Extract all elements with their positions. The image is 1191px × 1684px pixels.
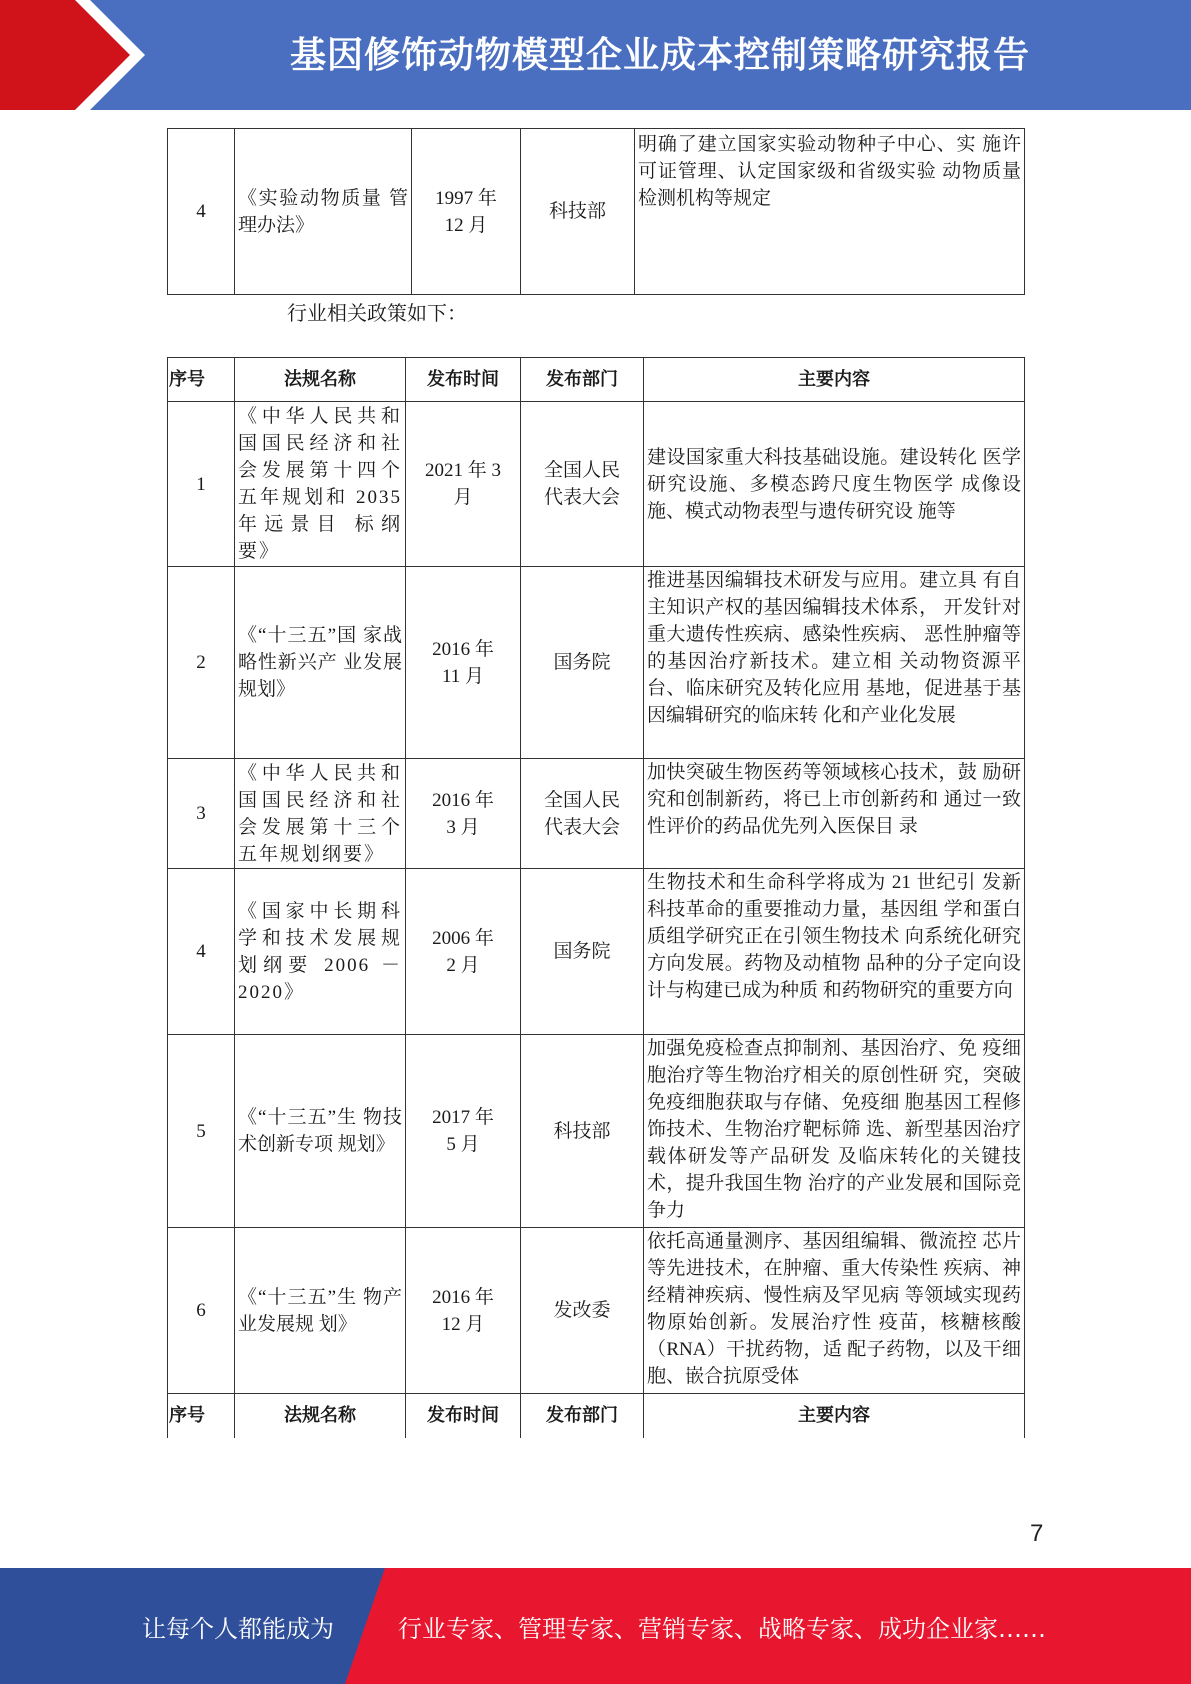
- publish-department: 发改委: [521, 1228, 644, 1394]
- footer-slogan-right: 行业专家、管理专家、营销专家、战略专家、成功企业家……: [398, 1614, 1046, 1643]
- header-name: 法规名称: [235, 358, 406, 402]
- main-content: 生物技术和生命科学将成为 21 世纪引 发新科技革命的重要推动力量，基因组 学和蛋白质组学研究正在引领生物技术 向系统化研究方向发展。药物及动植物 品种的分子定向设计与构建已成为种质 和药物研究的重要方向: [644, 869, 1025, 1035]
- row-number: 3: [168, 759, 235, 869]
- header-department: 发布部门: [521, 358, 644, 402]
- footer-slogan-left: 让每个人都能成为: [142, 1614, 334, 1643]
- intro-text: 行业相关政策如下：: [287, 303, 467, 325]
- publish-time: 2006 年 2 月: [406, 869, 521, 1035]
- regulation-name: 《“十三五”国 家战略性新兴产 业发展规划》: [235, 567, 406, 759]
- publish-department: 国务院: [521, 567, 644, 759]
- row-number: 5: [168, 1035, 235, 1228]
- header-content: 主要内容: [644, 358, 1025, 402]
- header-content: 主要内容: [644, 1394, 1025, 1438]
- top-policy-table: [167, 128, 1025, 295]
- publish-department: 科技部: [521, 129, 635, 295]
- header-number: 序号: [168, 1394, 235, 1438]
- regulation-name: 《国家中长期科学和技术发展规划纲要 2006 －2020》: [235, 869, 406, 1035]
- row-number: 2: [168, 567, 235, 759]
- main-content: 推进基因编辑技术研发与应用。建立具 有自主知识产权的基因编辑技术体系， 开发针对重大遗传性疾病、感染性疾病、 恶性肿瘤等的基因治疗新技术。建立相 关动物资源平台、临床研究及转化应用 基地，促进基于基因编辑研究的临床转 化和产业化发展: [644, 567, 1025, 759]
- publish-time: 2016 年 12 月: [406, 1228, 521, 1394]
- header-red-arrow-logo: [0, 0, 150, 110]
- main-content: 明确了建立国家实验动物种子中心、实 施许可证管理、认定国家级和省级实验 动物质量检测机构等规定: [635, 129, 1025, 295]
- header-name: 法规名称: [235, 1394, 406, 1438]
- table-row: [168, 402, 1025, 567]
- regulation-name: 《中华人民共和国国民经济和社会发展第十三个五年规划纲要》: [235, 759, 406, 869]
- publish-department: 国务院: [521, 869, 644, 1035]
- header-department: 发布部门: [521, 1394, 644, 1438]
- table-row: [168, 869, 1025, 1035]
- publish-time: 2017 年 5 月: [406, 1035, 521, 1228]
- row-number: 1: [168, 402, 235, 567]
- main-content: 建设国家重大科技基础设施。建设转化 医学研究设施、多模态跨尺度生物医学 成像设施、模式动物表型与遗传研究设 施等: [644, 402, 1025, 567]
- table-row: [168, 759, 1025, 869]
- main-content: 加快突破生物医药等领域核心技术，鼓 励研究和创制新药，将已上市创新药和 通过一致性评价的药品优先列入医保目 录: [644, 759, 1025, 869]
- row-number: 4: [168, 869, 235, 1035]
- publish-time: 1997 年 12 月: [412, 129, 521, 295]
- main-content: 加强免疫检查点抑制剂、基因治疗、免 疫细胞治疗等生物治疗相关的原创性研 究，突破免疫细胞获取与存储、免疫细 胞基因工程修饰技术、生物治疗靶标筛 选、新型基因治疗载体研发等产品研发 及临床转化的关键技术，提升我国生物 治疗的产业发展和国际竞争力: [644, 1035, 1025, 1228]
- table-row: [168, 567, 1025, 759]
- page-header: [0, 0, 1191, 110]
- header-time: 发布时间: [406, 1394, 521, 1438]
- row-number: 6: [168, 1228, 235, 1394]
- regulation-name: 《中华人民共和国国民经济和社会发展第十四个五年规划和 2035 年远景目 标纲要》: [235, 402, 406, 567]
- publish-time: 2021 年 3 月: [406, 402, 521, 567]
- publish-department: 全国人民 代表大会: [521, 759, 644, 869]
- page-number: 7: [1030, 1520, 1044, 1547]
- regulation-name: 《实验动物质量 管理办法》: [235, 129, 412, 295]
- main-content: 依托高通量测序、基因组编辑、微流控 芯片等先进技术，在肿瘤、重大传染性 疾病、神经精神疾病、慢性病及罕见病 等领域实现药物原始创新。发展治疗性 疫苗，核糖核酸（RNA）干扰药物，适 配子药物，以及干细胞、嵌合抗原受体: [644, 1228, 1025, 1394]
- publish-time: 2016 年 11 月: [406, 567, 521, 759]
- page-footer: [0, 1568, 1191, 1684]
- table-header-row-repeat: [168, 1394, 1025, 1438]
- header-number: 序号: [168, 358, 235, 402]
- publish-time: 2016 年 3 月: [406, 759, 521, 869]
- report-title: 基因修饰动物模型企业成本控制策略研究报告: [289, 35, 1030, 76]
- regulation-name: 《“十三五”生 物技术创新专项 规划》: [235, 1035, 406, 1228]
- policy-table: [167, 357, 1025, 1438]
- table-header-row: [168, 358, 1025, 402]
- table-row: [168, 1228, 1025, 1394]
- regulation-name: 《“十三五”生 物产业发展规 划》: [235, 1228, 406, 1394]
- table-row: [168, 129, 1025, 295]
- header-time: 发布时间: [406, 358, 521, 402]
- table-row: [168, 1035, 1025, 1228]
- row-number: 4: [168, 129, 235, 295]
- publish-department: 全国人民 代表大会: [521, 402, 644, 567]
- publish-department: 科技部: [521, 1035, 644, 1228]
